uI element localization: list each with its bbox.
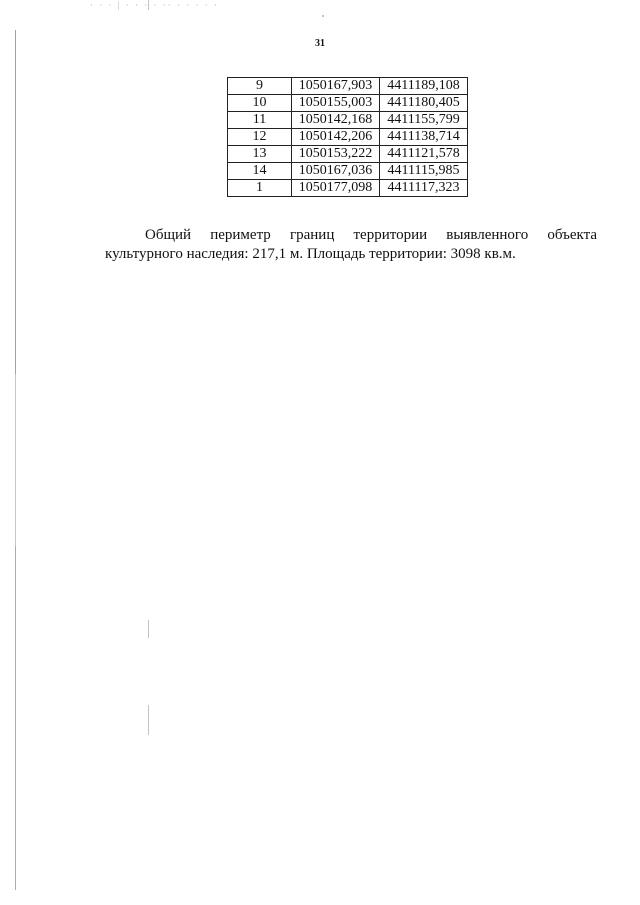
scan-speck	[148, 705, 149, 735]
header-scan-noise: · · · | · · · · ·· · · · · ·	[90, 0, 220, 10]
coordinate-x-cell: 1050177,098	[292, 180, 380, 197]
point-number-cell: 9	[228, 78, 292, 95]
coordinate-x-cell: 1050155,003	[292, 95, 380, 112]
table-row	[228, 180, 468, 197]
coordinate-y-cell: 4411155,799	[380, 112, 468, 129]
coordinate-x-cell: 1050167,903	[292, 78, 380, 95]
coordinate-y-cell: 4411117,323	[380, 180, 468, 197]
scan-edge-line	[15, 30, 16, 890]
page-number: 31	[315, 38, 325, 49]
table-row	[228, 146, 468, 163]
scan-speck	[322, 15, 324, 17]
table-row	[228, 78, 468, 95]
coordinate-y-cell: 4411189,108	[380, 78, 468, 95]
table-row	[228, 95, 468, 112]
point-number-cell: 11	[228, 112, 292, 129]
table-row	[228, 112, 468, 129]
table-row	[228, 129, 468, 146]
coordinate-y-cell: 4411115,985	[380, 163, 468, 180]
coordinate-x-cell: 1050153,222	[292, 146, 380, 163]
coordinate-y-cell: 4411180,405	[380, 95, 468, 112]
coordinate-x-cell: 1050142,168	[292, 112, 380, 129]
table-row	[228, 163, 468, 180]
coordinate-y-cell: 4411138,714	[380, 129, 468, 146]
summary-paragraph: Общий периметр границ территории выявленного объекта культурного наследия: 217,1 м. Площадь территории: 3098 кв.м.	[105, 227, 597, 262]
point-number-cell: 1	[228, 180, 292, 197]
point-number-cell: 12	[228, 129, 292, 146]
point-number-cell: 13	[228, 146, 292, 163]
coordinate-x-cell: 1050167,036	[292, 163, 380, 180]
coordinate-x-cell: 1050142,206	[292, 129, 380, 146]
point-number-cell: 10	[228, 95, 292, 112]
coordinate-y-cell: 4411121,578	[380, 146, 468, 163]
coordinates-table	[227, 77, 468, 197]
coordinates-table-body	[228, 78, 468, 197]
scan-speck	[148, 620, 149, 638]
point-number-cell: 14	[228, 163, 292, 180]
